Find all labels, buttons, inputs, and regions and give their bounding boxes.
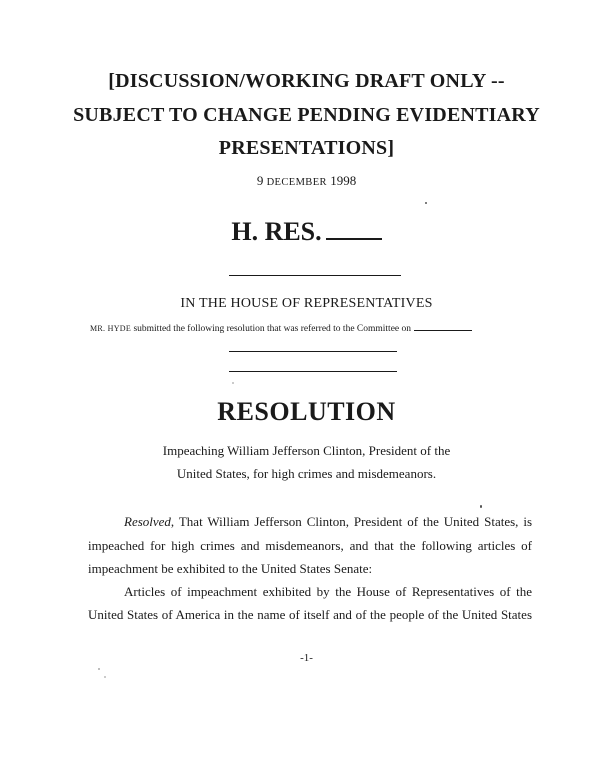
resolved-word: Resolved — [124, 514, 171, 529]
document-date — [0, 173, 613, 189]
bill-number-blank — [326, 218, 382, 240]
bill-number — [0, 217, 613, 247]
divider-rule — [229, 351, 397, 352]
resolution-heading: RESOLUTION — [217, 397, 396, 426]
draft-header-line-1: [DISCUSSION/WORKING DRAFT ONLY -- — [108, 70, 505, 92]
body-paragraph-2-line-2: United States of America in the name of itself and of the people of the United States — [88, 607, 532, 622]
committee-blank — [414, 321, 472, 331]
page-number: -1- — [300, 652, 313, 664]
scan-speck — [232, 382, 234, 384]
scan-speck — [480, 505, 482, 508]
divider-rule — [229, 275, 401, 276]
bill-label: H. RES. — [231, 217, 322, 246]
draft-header-line-2: SUBJECT TO CHANGE PENDING EVIDENTIARY — [73, 104, 540, 126]
divider-rule — [229, 371, 397, 372]
house-line: IN THE HOUSE OF REPRESENTATIVES — [180, 296, 433, 311]
draft-header-line-3: PRESENTATIONS] — [218, 137, 395, 159]
scan-speck — [425, 202, 427, 204]
date-day: 9 — [256, 173, 264, 188]
scan-speck — [98, 668, 100, 670]
resolution-subtitle-line-1: Impeaching William Jefferson Clinton, President of the — [162, 443, 451, 458]
scan-speck — [104, 676, 106, 678]
body-paragraph-1-line-2: impeached for high crimes and misdemeanors, and that the following articles of — [88, 538, 532, 553]
date-year: 1998 — [330, 173, 357, 188]
submitted-line — [90, 321, 472, 334]
date-month: DECEMBER — [266, 177, 327, 188]
sponsor-name: MR. HYDE — [90, 324, 132, 333]
body-paragraph-1-line-1 — [124, 514, 532, 530]
body-paragraph-1-line-3: impeachment be exhibited to the United States Senate: — [88, 561, 373, 576]
body-text: , That William Jefferson Clinton, President of the United States, is — [170, 514, 532, 529]
submitted-text: submitted the following resolution that was referred to the Committee on — [133, 324, 412, 334]
resolution-subtitle-line-2: United States, for high crimes and misdemeanors. — [176, 466, 437, 481]
body-paragraph-2-line-1: Articles of impeachment exhibited by the House of Representatives of the — [124, 584, 532, 599]
